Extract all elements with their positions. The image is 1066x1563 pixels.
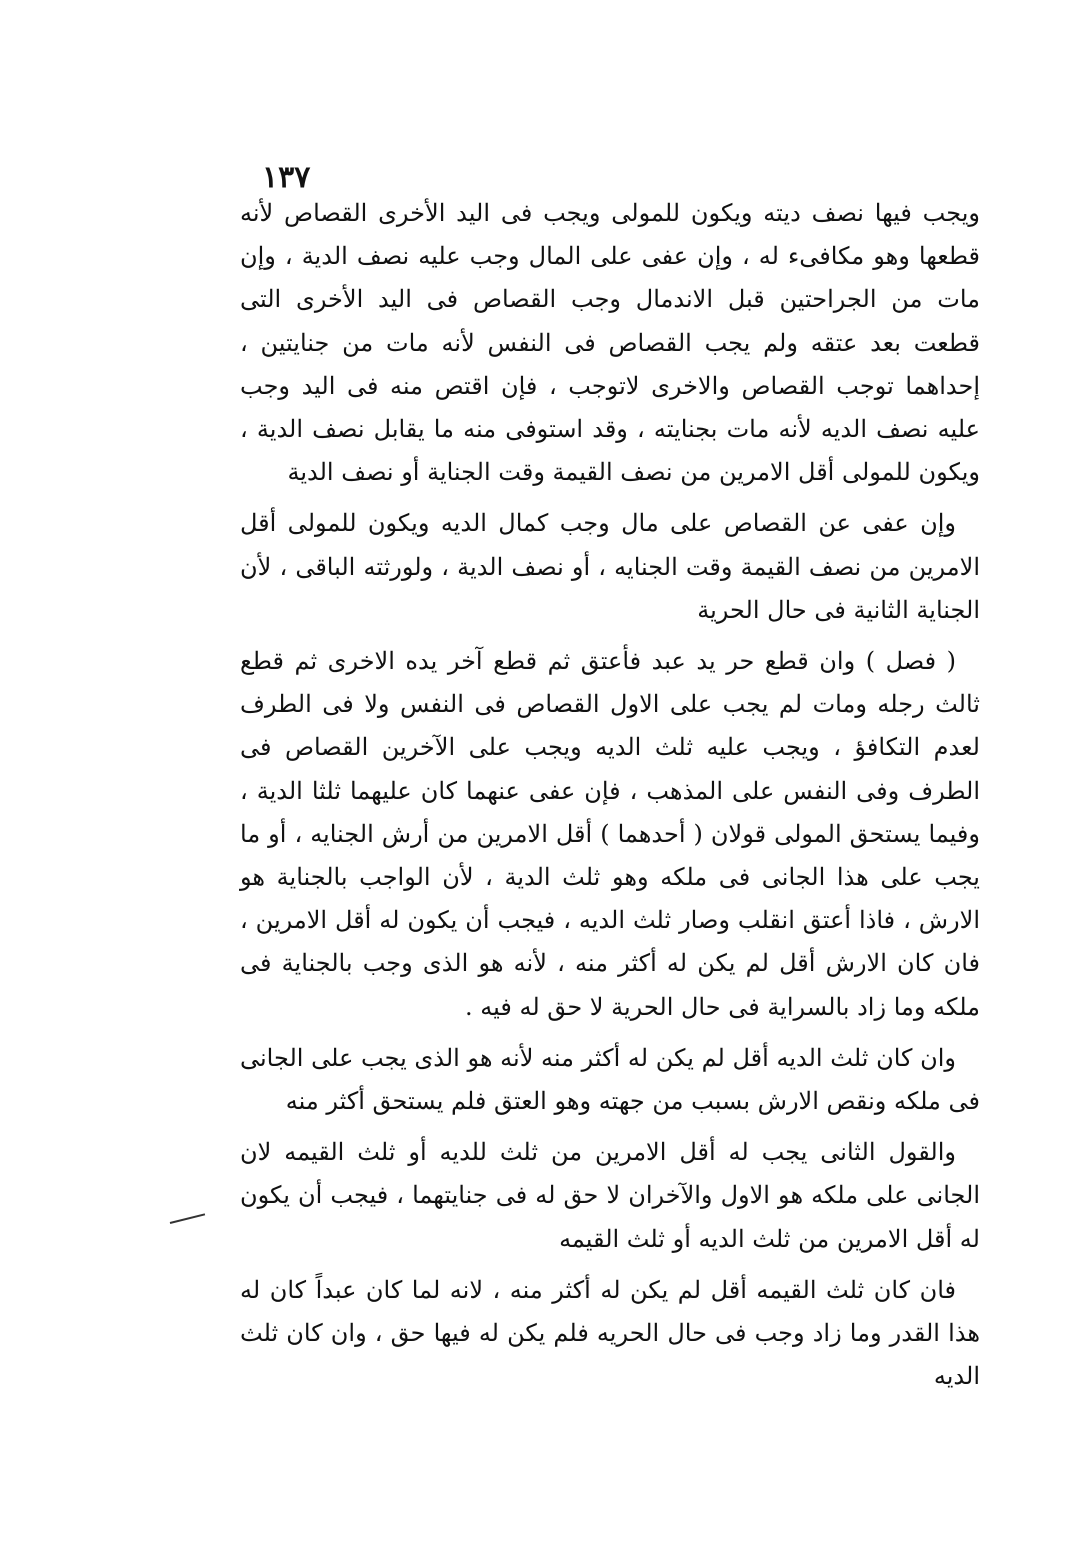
paragraph-2: وإن عفى عن القصاص على مال وجب كمال الديه ويكون للمولى أقل الامرين من نصف القيمة وقت الجنايه ، أو نصف الدية ، ولورثته الباقى ، لأن الجناية الثانية فى حال الحرية [240,509,980,624]
page-number: ١٣٧ [262,160,311,195]
paragraph-6: فان كان ثلث القيمه أقل لم يكن له أكثر منه ، لانه لما كان عبداً كان له هذا القدر وما زاد وجب فى حال الحريه فلم يكن له فيها حق ، وان كان ثلث الديه [240,1275,980,1391]
paragraph-second-opinion: والقول الثانى يجب له أقل الامرين من ثلث للديه أو ثلث القيمه لان الجانى على ملكه هو الاول والآخران لا حق له فى جنايتهما ، فيجب أن يكون له أقل الامرين من ثلث الديه أو ثلث القيمه [240,1138,980,1253]
paragraph-1: ويجب فيها نصف ديته ويكون للمولى ويجب فى اليد الأخرى القصاص لأنه قطعها وهو مكافىء له ، وإن عفى على المال وجب عليه نصف الدية ، وإن مات من الجراحتين قبل الاندمال وجب القصاص فى اليد الأخرى التى قطعت بعد عتقه ولم يجب القصاص فى النفس لأنه مات من جنايتين ، إحداهما توجب القصاص والاخرى لاتوجب ، فإن اقتص منه فى اليد وجب عليه نصف الديه لأنه مات بجنايته ، وقد استوفى منه ما يقابل نصف الدية ، ويكون للمولى أقل الامرين من نصف القيمة وقت الجناية أو نصف الدية [240,199,980,487]
paragraph-4: وان كان ثلث الديه أقل لم يكن له أكثر منه لأنه هو الذى يجب على الجانى فى ملكه ونقص الارش بسبب من جهته وهو العتق فلم يستحق أكثر منه [240,1043,980,1116]
body-text [240,192,980,1406]
margin-stroke-mark [170,1213,205,1224]
paragraph-fasl: ( فصل ) وان قطع حر يد عبد فأعتق ثم قطع آخر يده الاخرى ثم قطع ثالث رجله ومات لم يجب على الاول القصاص فى النفس ولا فى الطرف لعدم التكافؤ ، ويجب عليه ثلث الديه ويجب على الآخرين القصاص فى الطرف وفى النفس على المذهب ، فإن عفى عنهما كان عليهما ثلثا الدية ، وفيما يستحق المولى قولان ( أحدهما ) أقل الامرين من أرش الجنايه ، أو ما يجب على هذا الجانى فى ملكه وهو ثلث الدية ، لأن الواجب بالجناية هو الارش ، فاذا أعتق انقلب وصار ثلث الديه ، فيجب أن يكون له أقل الامرين ، فان كان الارش أقل لم يكن له أكثر منه ، لأنه هو الذى وجب بالجناية فى ملكه وما زاد بالسراية فى حال الحرية لا حق له فيه . [240,647,980,1021]
